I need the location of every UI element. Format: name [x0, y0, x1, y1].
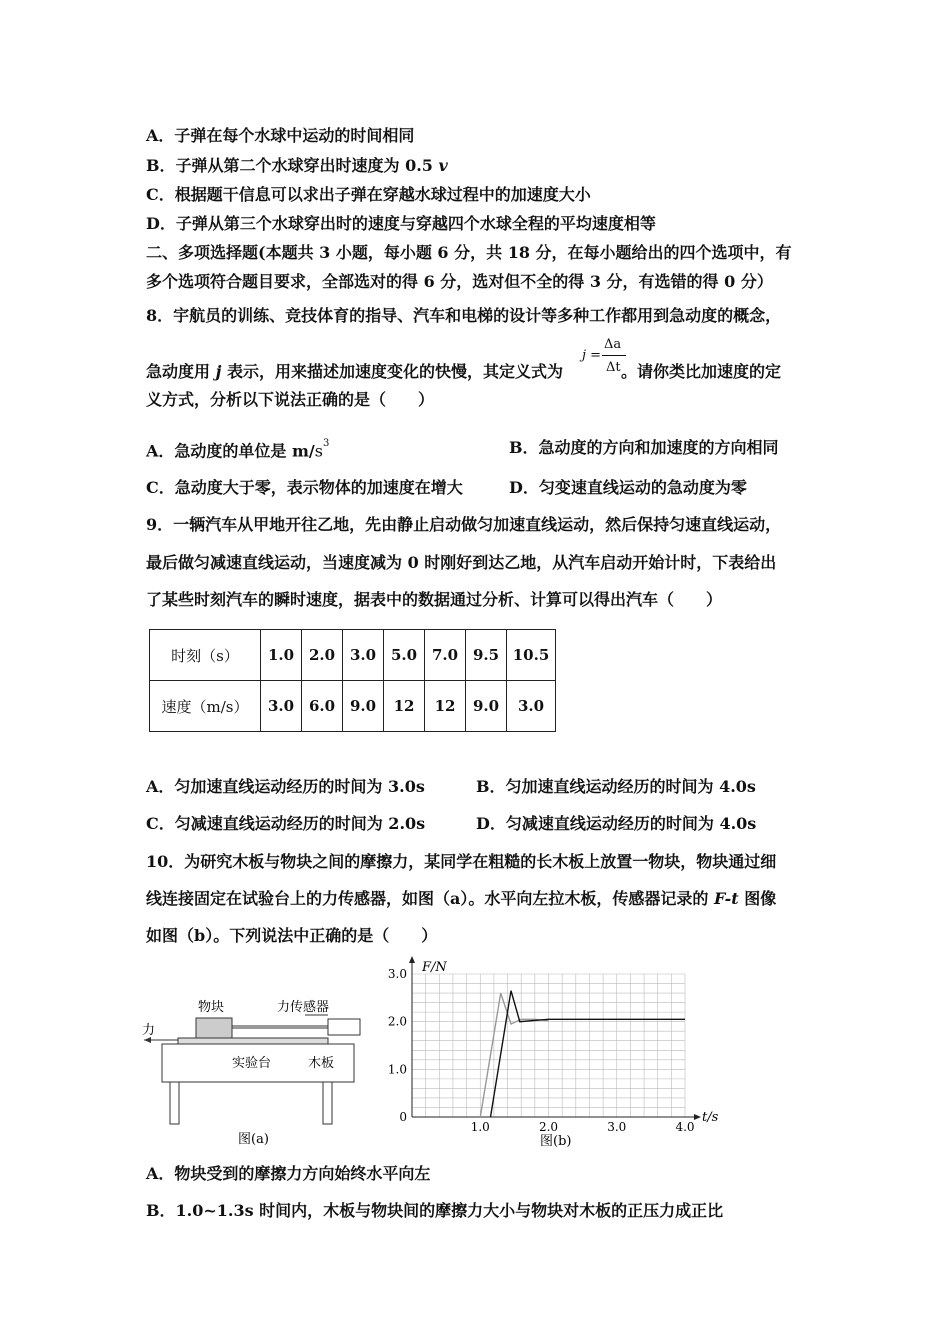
- table-cell: 3.0: [343, 630, 384, 681]
- q9-option-d: D．匀减速直线运动经历的时间为 4.0s: [476, 814, 757, 833]
- q9-option-b: B．匀加速直线运动经历的时间为 4.0s: [476, 777, 756, 796]
- section2-line2: 多个选项符合题目要求，全部选对的得 6 分，选对但不全的得 3 分，有选错的得 0 分）: [146, 272, 773, 291]
- chart-ylabel: F/N: [422, 960, 447, 975]
- q8-option-a: A．急动度的单位是 $m/s^3$: [146, 438, 330, 461]
- table-cell: 9.0: [466, 681, 507, 732]
- q7-option-d: D．子弹从第三个水球穿出时的速度与穿越四个水球全程的平均速度相等: [146, 214, 656, 233]
- figure-a: [140, 990, 380, 1152]
- q8-line1: 8．宇航员的训练、竞技体育的指导、汽车和电梯的设计等多种工作都用到急动度的概念，: [146, 306, 782, 325]
- q10-line3: 如图（b）。下列说法中正确的是（ ）: [146, 926, 438, 945]
- chart-caption: 图(b): [540, 1134, 572, 1149]
- q9-line2: 最后做匀减速直线运动，当速度减为 0 时刚好到达乙地，从汽车启动开始计时，下表给出: [146, 553, 777, 572]
- q9-line1: 9．一辆汽车从甲地开往乙地，先由静止启动做匀加速直线运动，然后保持匀速直线运动，: [146, 515, 782, 534]
- chart-xlabel: t/s: [702, 1110, 719, 1125]
- y-tick-label: 0: [399, 1110, 407, 1124]
- q8-option-b: B．急动度的方向和加速度的方向相同: [509, 438, 779, 457]
- table-leg-left: [170, 1082, 179, 1124]
- table-cell: 12: [384, 681, 425, 732]
- table-cell: 5.0: [384, 630, 425, 681]
- q9-table-row-speed: [150, 681, 556, 732]
- block-shape: [196, 1018, 232, 1038]
- x-tick-label: 2.0: [538, 1120, 559, 1134]
- q7-option-c: C．根据题干信息可以求出子弹在穿越水球过程中的加速度大小: [146, 185, 591, 204]
- label-table: 实验台: [232, 1056, 272, 1071]
- table-cell: 6.0: [302, 681, 343, 732]
- q8-option-c: C．急动度大于零，表示物体的加速度在增大: [146, 478, 463, 497]
- y-axis-arrow: [409, 956, 415, 963]
- label-force: 力: [142, 1023, 156, 1038]
- q10-option-a: A．物块受到的摩擦力方向始终水平向左: [146, 1164, 431, 1183]
- table-cell: 1.0: [261, 630, 302, 681]
- table-cell: 10.5: [507, 630, 556, 681]
- q9-option-a: A．匀加速直线运动经历的时间为 3.0s: [146, 777, 425, 796]
- q10-line1: 10．为研究木板与物块之间的摩擦力，某同学在粗糙的长木板上放置一物块，物块通过细: [146, 852, 777, 871]
- table-cell: 12: [425, 681, 466, 732]
- table-cell: 3.0: [261, 681, 302, 732]
- label-board: 木板: [308, 1056, 335, 1071]
- q7-option-a: A．子弹在每个水球中运动的时间相同: [146, 126, 415, 145]
- table-cell: 时刻（s）: [150, 630, 261, 681]
- q9-table-row-time: [150, 630, 556, 681]
- y-tick-label: 2.0: [387, 1014, 407, 1029]
- table-cell: 3.0: [507, 681, 556, 732]
- q8-line3: 义方式，分析以下说法正确的是（ ）: [146, 390, 435, 409]
- board-shape: [178, 1038, 328, 1044]
- y-tick-label: 3.0: [387, 967, 407, 981]
- q8-line2: 急动度用 j 表示，用来描述加速度变化的快慢，其定义式为 。请你类比加速度的定: [146, 362, 781, 381]
- x-tick-label: 3.0: [607, 1120, 627, 1134]
- q10-line2: 线连接固定在试验台上的力传感器，如图（a）。水平向左拉木板，传感器记录的 F-t 图像: [146, 889, 777, 908]
- table-cell: 9.5: [466, 630, 507, 681]
- q9-line3: 了某些时刻汽车的瞬时速度，据表中的数据通过分析、计算可以得出汽车（ ）: [146, 590, 723, 609]
- label-block: 物块: [198, 1000, 225, 1015]
- x-axis-arrow: [694, 1114, 701, 1120]
- table-leg-right: [323, 1082, 332, 1124]
- label-sensor: 力传感器: [277, 1000, 330, 1015]
- table-cell: 7.0: [425, 630, 466, 681]
- series-line-gray: [480, 993, 548, 1117]
- x-tick-label: 1.0: [470, 1120, 490, 1134]
- q7-option-b: B．子弹从第二个水球穿出时速度为 0.5 v: [146, 156, 448, 175]
- q10-option-b: B．1.0~1.3s 时间内，木板与物块间的摩擦力大小与物块对木板的正压力成正比: [146, 1201, 724, 1220]
- table-cell: 速度（m/s）: [150, 681, 261, 732]
- q9-option-c: C．匀减速直线运动经历的时间为 2.0s: [146, 814, 426, 833]
- q8-option-d: D．匀变速直线运动的急动度为零: [509, 478, 747, 497]
- x-tick-label: 4.0: [675, 1120, 695, 1134]
- chart-grid: [412, 974, 685, 1117]
- section2-line1: 二、多项选择题(本题共 3 小题，每小题 6 分，共 18 分，在每小题给出的四个选项中，有: [146, 243, 792, 262]
- table-cell: 9.0: [343, 681, 384, 732]
- sensor-shape: [328, 1019, 360, 1035]
- q9-table: [149, 629, 556, 732]
- table-cell: 2.0: [302, 630, 343, 681]
- figure-b-chart: [380, 955, 730, 1155]
- y-tick-label: 1.0: [387, 1062, 407, 1077]
- fig-a-caption: 图(a): [238, 1132, 269, 1147]
